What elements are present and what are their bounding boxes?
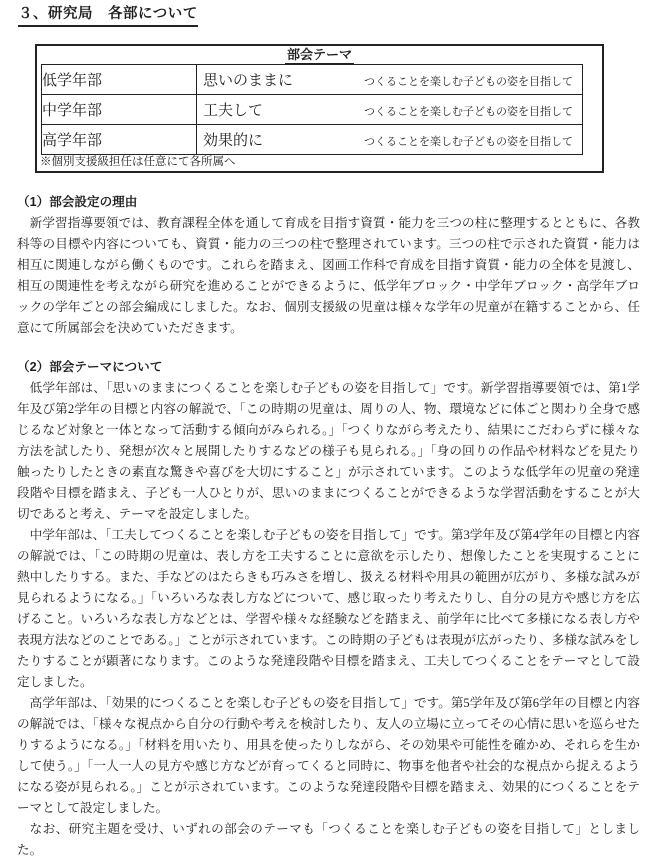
group-cell: 中学年部 [42,95,197,125]
table-row [42,125,583,155]
theme-table [41,64,583,155]
page-title: ３、研究局 各部について [18,5,198,27]
theme-subtitle: つくることを楽しむ子どもの姿を目指して [364,136,573,148]
theme-table-header-label: 部会テーマ [286,47,352,62]
theme-cell [197,125,583,155]
theme-keyword: 思いのままに [203,73,294,89]
theme-table-header [37,47,602,63]
section-2-paragraph-lower-grades: 低学年部は、「思いのままにつくることを楽しむ子どもの姿を目指して」です。新学習指導要領では、第1学年及び第2学年の目標と内容の解説で、「この時期の児童は、周りの人、物、環境などに体ごと関わり全身で感じるなど対象と一体となって活動する傾向がみられる。」「つくりながら考えたり、結果にこだわらずに様々な方法を試したり、発想が次々と展開したりするなどの様子も見られる。」「身の回りの作品や材料などを見たり触ったりしたときの素直な驚きや喜びを大切にすること」が示されています。このような低学年の児童の発達段階や目標を踏まえ、子ども一人ひとりが、思いのままにつくることができるような学習活動をすることが大切であると考え、テーマを設定しました。 [17,381,640,521]
section-2-paragraph-conclusion: なお、研究主題を受け、いずれの部会のテーマも「つくることを楽しむ子どもの姿を目指して」としました。 [17,822,640,857]
section-2-heading: （2）部会テーマについて [17,360,163,374]
table-footnote: ※個別支援級担任は任意にて各所属へ [40,156,236,168]
theme-keyword: 効果的に [203,133,264,149]
section-themes [17,357,640,860]
section-1-paragraph: 新学習指導要領では、教育課程全体を通して育成を目指す資質・能力を三つの柱に整理するとともに、各教科等の目標や内容についても、資質・能力の三つの柱で整理されています。三つの柱で示された資質・能力は相互に関連しながら働くものです。これらを踏まえ、図画工作科で育成を目指す資質・能力の全体を見渡し、相互の関連性を考えながら研究を進めることができるように、低学年ブロック・中学年ブロック・高学年ブロックの学年ごとの部会編成にしました。なお、個別支援級の児童は様々な学年の児童が在籍することから、任意にて所属部会を決めていただきます。 [17,216,640,335]
section-2-paragraph-middle-grades: 中学年部は、「工夫してつくることを楽しむ子どもの姿を目指して」です。第3学年及び第4学年の目標と内容の解説では、「この時期の児童は、表し方を工夫することに意欲を示したり、想像したことを実現することに熱中したりする。また、手などのはたらきも巧みさを増し、扱える材料や用具の範囲が広がり、多様な試みが見られるようになる。」「いろいろな表し方などについて、感じ取ったり考えたりし、自分の見方や感じ方を広げること。いろいろな表し方などとは、学習や様々な経験などを踏まえ、前学年に比べて多様になる表し方や表現方法などのことである。」ことが示されています。この時期の子どもは表現が広がったり、多様な試みをしたりすることが顕著になります。このような発達段階や目標を踏まえ、工夫してつくることをテーマとして設定しました。 [17,528,640,689]
theme-subtitle: つくることを楽しむ子どもの姿を目指して [364,106,573,118]
theme-cell [197,65,583,95]
section-reason [17,192,640,339]
table-row [42,65,583,95]
theme-table-box [35,44,604,173]
theme-keyword: 工夫して [203,103,264,119]
section-2-paragraph-upper-grades: 高学年部は、「効果的につくることを楽しむ子どもの姿を目指して」です。第5学年及び第6学年の目標と内容の解説では、「様々な視点から自分の行動や考えを検討したり、友人の立場に立ってその心情に思いを巡らせたりするようになる。」「材料を用いたり、用具を使ったりしながら、その効果や可能性を確かめ、それらを生かして使う。」「一人一人の見方や感じ方などが育ってくると同時に、物事を他者や社会的な視点から捉えるようになる姿が見られる。」ことが示されています。このような発達段階や目標を踏まえ、効果的につくることをテーマとして設定しました。 [17,696,641,815]
theme-subtitle: つくることを楽しむ子どもの姿を目指して [364,76,573,88]
theme-cell [197,95,583,125]
section-1-heading: （1）部会設定の理由 [17,195,138,209]
group-cell: 高学年部 [42,125,197,155]
group-cell: 低学年部 [42,65,197,95]
table-row [42,95,583,125]
